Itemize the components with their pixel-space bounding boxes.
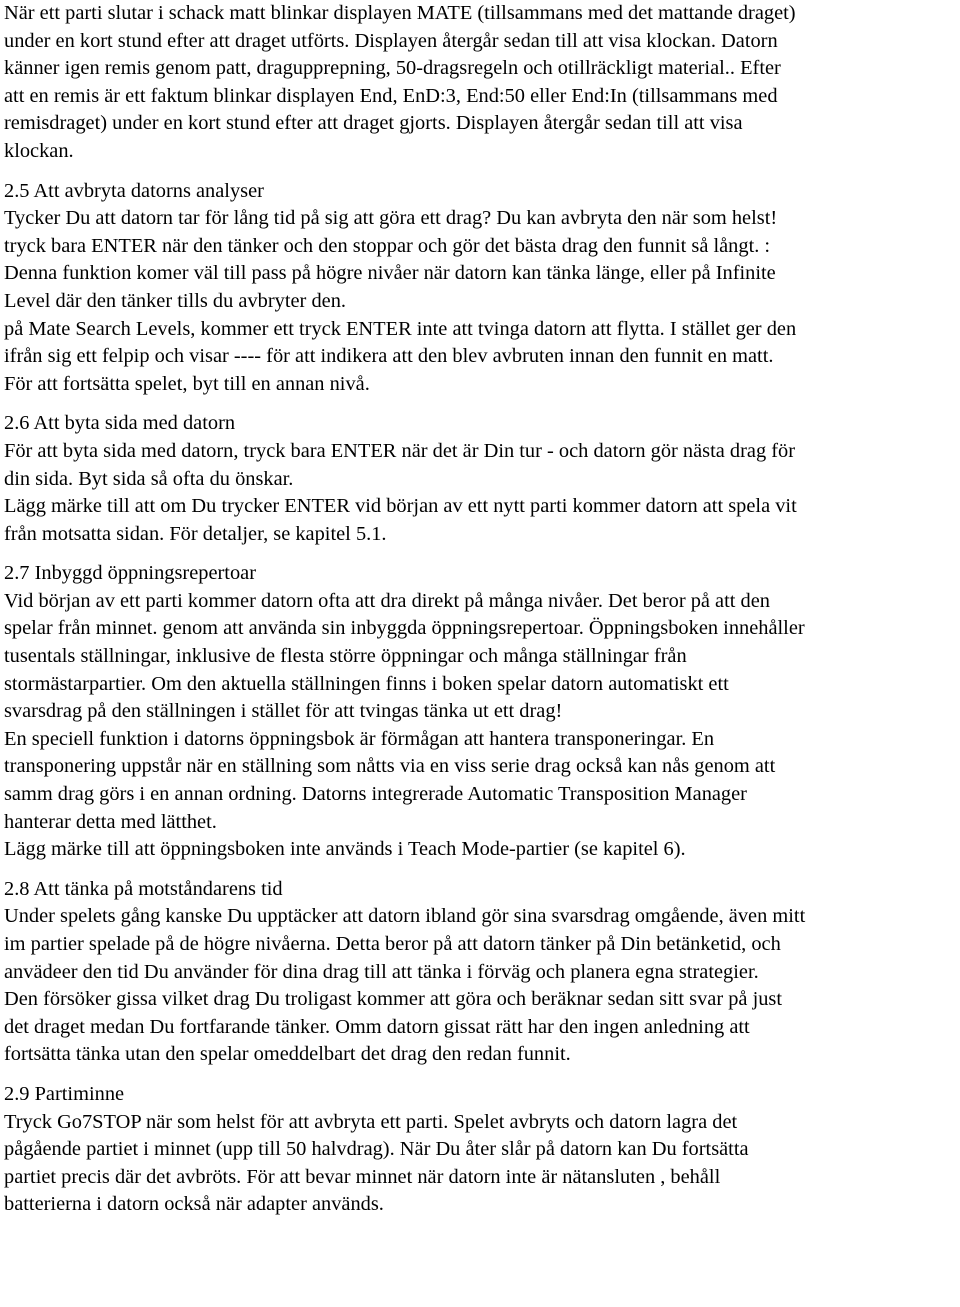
section-2-7 <box>4 560 960 864</box>
paragraph-gap <box>4 864 960 876</box>
text-line: Level där den tänker tills du avbryter den. <box>4 289 346 312</box>
text-line: Tryck Go7STOP när som helst för att avbryta ett parti. Spelet avbryts och datorn lagra det <box>4 1110 738 1133</box>
text-line: Den försöker gissa vilket drag Du troligast kommer att göra och beräknar sedan sitt svar på just <box>4 988 783 1011</box>
text-line: stormästarpartier. Om den aktuella ställningen finns i boken spelar datorn automatiskt ett <box>4 672 729 695</box>
section-2-6 <box>4 410 960 548</box>
text-line: anvädeer den tid Du använder för dina drag till att tänka i förväg och planera egna strategier. <box>4 960 759 983</box>
section-heading: 2.6 Att byta sida med datorn <box>4 412 236 435</box>
text-line: pågående partiet i minnet (upp till 50 halvdrag). När Du åter slår på datorn kan Du fortsätta <box>4 1138 749 1161</box>
section-heading: 2.7 Inbyggd öppningsrepertoar <box>4 562 256 585</box>
text-line: En speciell funktion i datorns öppningsbok är förmågan att hantera transponeringar. En <box>4 727 715 750</box>
text-line: Denna funktion komer väl till pass på högre nivåer när datorn kan tänka länge, eller på Infinite <box>4 262 776 285</box>
paragraph-gap <box>4 398 960 410</box>
text-line: svarsdrag på den ställningen i stället för att tvingas tänka ut ett drag! <box>4 700 563 723</box>
paragraph-gap <box>4 1069 960 1081</box>
text-line: under en kort stund efter att draget utförts. Displayen återgår sedan till att visa klockan. Datorn <box>4 29 778 52</box>
section-heading: 2.9 Partiminne <box>4 1082 125 1105</box>
paragraph-gap <box>4 166 960 178</box>
text-line: transponering uppstår när en ställning som nåtts via en viss serie drag också kan nås genom att <box>4 755 776 778</box>
text-line: Vid början av ett parti kommer datorn ofta att dra direkt på många nivåer. Det beror på att den <box>4 589 770 612</box>
text-line: Lägg märke till att om Du trycker ENTER vid början av ett nytt parti kommer datorn att spela vit <box>4 495 797 518</box>
text-line: Lägg märke till att öppningsboken inte används i Teach Mode-partier (se kapitel 6). <box>4 838 686 861</box>
document-page <box>4 0 960 1219</box>
text-line: remisdraget) under en kort stund efter att draget gjorts. Displayen återgår sedan till att visa <box>4 112 743 135</box>
text-line: din sida. Byt sida så ofta du önskar. <box>4 467 294 490</box>
text-line: För att byta sida med datorn, tryck bara ENTER när det är Din tur - och datorn gör nästa drag för <box>4 439 796 462</box>
text-line: att en remis är ett faktum blinkar displayen End, EnD:3, End:50 eller End:In (tillsammans med <box>4 84 778 107</box>
text-line: Under spelets gång kanske Du upptäcker att datorn ibland gör sina svarsdrag omgående, även mitt <box>4 905 806 928</box>
section-2-8 <box>4 876 960 1069</box>
text-line: Tycker Du att datorn tar för lång tid på sig att göra ett drag? Du kan avbryta den när som helst! <box>4 207 778 230</box>
text-line: klockan. <box>4 139 74 162</box>
section-2-9 <box>4 1081 960 1219</box>
text-line: fortsätta tänka utan den spelar omeddelbart det drag den redan funnit. <box>4 1043 571 1066</box>
text-line: ifrån sig ett felpip och visar ---- för att indikera att den blev avbruten innan den funnit en matt. <box>4 345 774 368</box>
text-line: det draget medan Du fortfarande tänker. Omm datorn gissat rätt har den ingen anledning att <box>4 1015 750 1038</box>
text-line: på Mate Search Levels, kommer ett tryck ENTER inte att tvinga datorn att flytta. I stället ger den <box>4 317 797 340</box>
text-line: För att fortsätta spelet, byt till en annan nivå. <box>4 372 370 395</box>
section-heading: 2.5 Att avbryta datorns analyser <box>4 179 264 202</box>
section-heading: 2.8 Att tänka på motståndarens tid <box>4 877 283 900</box>
text-line: tryck bara ENTER när den tänker och den stoppar och gör det bästa drag den funnit så långt. : <box>4 234 771 257</box>
paragraph-gap <box>4 548 960 560</box>
text-line: känner igen remis genom patt, dragupprepning, 50-dragsregeln och otillräckligt material.. Efter <box>4 57 781 80</box>
text-line: partiet precis där det avbröts. För att bevar minnet när datorn inte är nätansluten , behåll <box>4 1165 721 1188</box>
text-line: spelar från minnet. genom att använda sin inbyggda öppningsrepertoar. Öppningsboken innehåller <box>4 617 805 640</box>
intro-paragraph <box>4 0 960 166</box>
text-line: från motsatta sidan. För detaljer, se kapitel 5.1. <box>4 522 387 545</box>
text-line: samm drag görs i en annan ordning. Datorns integrerade Automatic Transposition Manager <box>4 783 747 806</box>
section-2-5 <box>4 178 960 399</box>
text-line: hanterar detta med lätthet. <box>4 810 217 833</box>
text-line: tusentals ställningar, inklusive de flesta större öppningar och många ställningar från <box>4 645 687 668</box>
text-line: batterierna i datorn också när adapter används. <box>4 1193 384 1216</box>
text-line: im partier spelade på de högre nivåerna. Detta beror på att datorn tänker på Din betänketid, och <box>4 933 781 955</box>
text-line: När ett parti slutar i schack matt blinkar displayen MATE (tillsammans med det mattande draget) <box>4 2 796 24</box>
